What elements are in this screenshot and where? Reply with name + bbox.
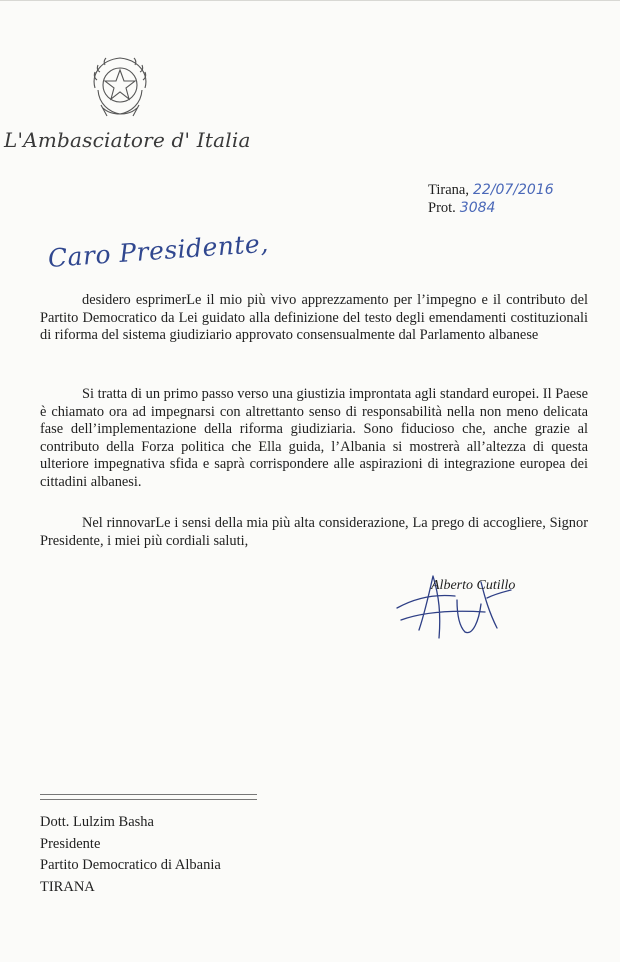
body-paragraph-3: Nel rinnovarLe i sensi della mia più alta considerazione, La prego di accogliere, Signor Presidente, i miei più cordiali saluti, (40, 515, 588, 549)
handwritten-protocol-number: 3084 (459, 200, 496, 216)
handwritten-date: 22/07/2016 (472, 182, 554, 198)
addressee-city: TIRANA (40, 879, 95, 896)
addressee-name: Dott. Lulzim Basha (40, 814, 154, 830)
dateline (428, 181, 554, 217)
body-paragraph-2: Si tratta di un primo passo verso una giustizia improntata agli standard europei. Il Paese è chiamato ora ad impegnarsi con altrettanto senso di responsabilità nella non meno delicata fase dell’implementazione della riforma giudiziaria. Sono fiducioso che, anche grazie al contributo della Forza politica che Ella guida, l’Albania si mostrerà all’altezza di questa ulteriore impegnativa sfida e saprà corrispondere alle aspirazioni di integrazione europea dei cittadini albanesi. (40, 386, 588, 490)
page-top-edge (0, 0, 620, 1)
place-label: Tirana, (428, 182, 469, 198)
addressee-title: Presidente (40, 835, 101, 852)
addressee-block (40, 812, 221, 899)
addressee-organization: Partito Democratico di Albania (40, 857, 221, 874)
body-paragraph-1: desidero esprimerLe il mio più vivo apprezzamento per l’impegno e il contributo del Partito Democratico da Lei guidato alla definizione del testo degli emendamenti costituzionali di riforma del sistema giudiziario approvato consensualmente dal Parlamento albanese (40, 292, 588, 344)
protocol-row (428, 199, 554, 217)
handwritten-salutation: Caro Presidente, (46, 228, 270, 273)
addressee-divider (40, 794, 257, 800)
protocol-label: Prot. (428, 200, 456, 216)
italian-republic-emblem-icon (85, 50, 155, 122)
ambassador-letterhead: L'Ambasciatore d' Italia (4, 128, 251, 152)
signer-name: Alberto Cutillo (431, 578, 516, 593)
date-row (428, 181, 554, 199)
